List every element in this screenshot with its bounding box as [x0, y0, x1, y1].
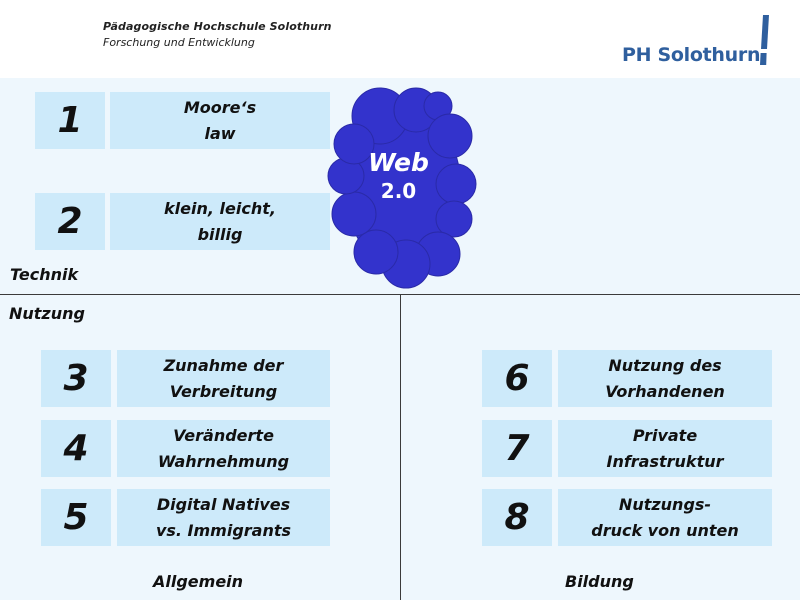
section-label-allgemein: Allgemein	[153, 572, 244, 591]
item-label-line2: druck von unten	[591, 520, 739, 540]
item-number: 6	[482, 350, 552, 407]
institution-name: Pädagogische Hochschule Solothurn	[103, 20, 332, 33]
item-number: 4	[41, 420, 111, 477]
item-label	[558, 420, 772, 477]
logo-text: PH Solothurn	[622, 44, 761, 66]
cloud-label	[326, 148, 471, 204]
item-label-line1: Nutzungs-	[618, 494, 712, 514]
item-number: 5	[41, 489, 111, 546]
item-label-line2: vs. Immigrants	[155, 520, 292, 540]
item-label-line2: Wahrnehmung	[157, 451, 290, 471]
item-number: 8	[482, 489, 552, 546]
item-label	[558, 350, 772, 407]
item-number: 1	[35, 92, 105, 149]
item-label-line2: Infrastruktur	[606, 451, 724, 471]
cloud-label-line2: 2.0	[380, 179, 417, 203]
cloud-label-line1: Web	[368, 148, 429, 177]
item-label-line1: Digital Natives	[156, 494, 291, 514]
item-label	[117, 350, 330, 407]
item-label	[110, 193, 330, 250]
item-label-line2: law	[204, 123, 236, 143]
item-label-line1: Nutzung des	[608, 355, 722, 375]
section-label-technik: Technik	[10, 265, 79, 284]
item-label-line1: klein, leicht,	[164, 198, 276, 218]
item-number: 2	[35, 193, 105, 250]
department-name: Forschung und Entwicklung	[103, 36, 255, 49]
vertical-divider	[400, 295, 401, 600]
item-number: 3	[41, 350, 111, 407]
section-label-nutzung: Nutzung	[9, 304, 85, 323]
item-label-line1: Private	[632, 425, 698, 445]
item-label-line1: Moore‘s	[183, 97, 257, 117]
section-label-bildung: Bildung	[565, 572, 634, 591]
item-label-line2: Vorhandenen	[605, 381, 725, 401]
item-label-line2: Verbreitung	[169, 381, 278, 401]
slide-header	[0, 0, 800, 78]
item-number: 7	[482, 420, 552, 477]
institution-block	[103, 19, 332, 51]
item-label-line1: Veränderte	[173, 425, 274, 445]
item-label-line2: billig	[197, 224, 243, 244]
logo-mark-icon	[760, 15, 769, 65]
item-label	[117, 420, 330, 477]
item-label	[110, 92, 330, 149]
item-label	[558, 489, 772, 546]
item-label	[117, 489, 330, 546]
item-label-line1: Zunahme der	[163, 355, 284, 375]
